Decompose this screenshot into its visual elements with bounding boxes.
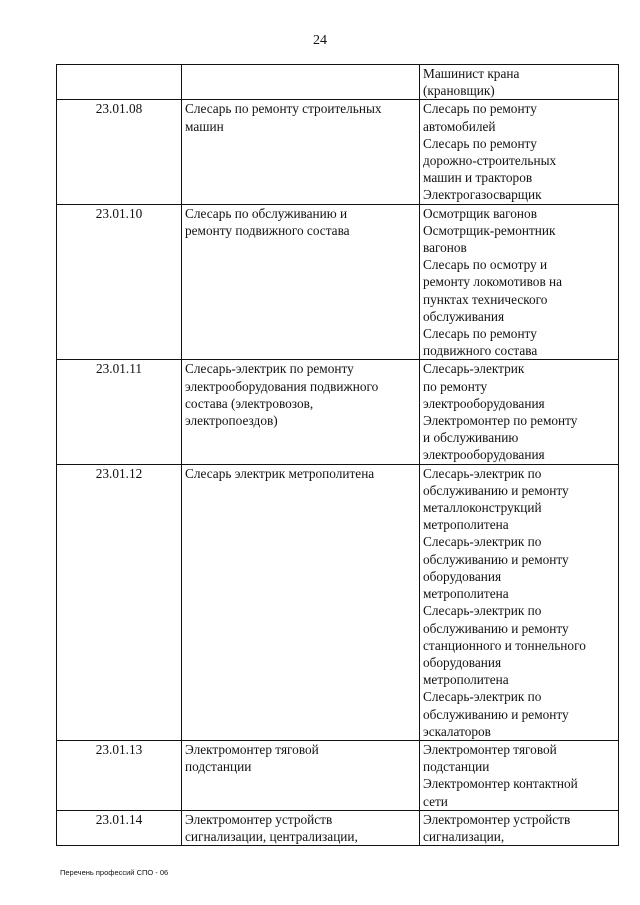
table-row [57, 360, 619, 464]
related-profession-line: подвижного состава [423, 343, 538, 359]
profession-name-line: Слесарь по обслуживанию и [185, 205, 348, 221]
profession-name-line: электропоездов) [185, 413, 278, 429]
related-profession-line: оборудования [423, 654, 502, 670]
footer-caption: Перечень профессий СПО - 06 [60, 868, 169, 877]
related-profession-line: эскалаторов [423, 723, 491, 739]
profession-name-line: Слесарь по ремонту строительных [185, 101, 382, 117]
related-professions-cell [420, 464, 619, 740]
related-profession-line: дорожно-строительных [423, 153, 557, 169]
related-profession-line: (крановщик) [423, 83, 495, 99]
profession-name-cell [182, 810, 420, 845]
profession-name-line: машин [185, 118, 224, 134]
related-profession-line: сети [423, 793, 448, 809]
related-profession-line: обслуживанию и ремонту [423, 706, 569, 722]
table-row [57, 810, 619, 845]
profession-name-line: Слесарь электрик метрополитена [185, 465, 375, 481]
related-profession-line: Слесарь по ремонту [423, 101, 537, 117]
table-row [57, 464, 619, 740]
related-profession-line: обслуживанию и ремонту [423, 551, 569, 567]
related-profession-line: Машинист крана [423, 66, 520, 81]
related-profession-line: Слесарь по осмотру и [423, 257, 548, 273]
profession-name-cell [182, 204, 420, 360]
related-profession-line: оборудования [423, 568, 502, 584]
related-profession-line: и обслуживанию [423, 430, 519, 446]
table-row [57, 100, 619, 204]
related-profession-line: станционного и тоннельного [423, 637, 586, 653]
table-body [57, 65, 619, 846]
related-profession-line: Осмотрщик-ремонтник [423, 222, 556, 238]
related-profession-line: электрооборудования [423, 395, 545, 411]
related-profession-line: Слесарь-электрик по [423, 689, 542, 705]
profession-name-cell [182, 65, 420, 100]
related-profession-line: Электромонтер устройств [423, 811, 571, 827]
related-profession-line: Слесарь-электрик по [423, 465, 542, 481]
related-profession-line: Электрогазосварщик [423, 187, 542, 203]
page-number: 24 [313, 33, 327, 48]
related-profession-line: метрополитена [423, 586, 509, 602]
profession-name-line: Электромонтер тяговой [185, 741, 319, 757]
related-profession-line: металлоконструкций [423, 500, 542, 516]
profession-name-line: подстанции [185, 759, 252, 775]
related-profession-line: метрополитена [423, 672, 509, 688]
related-professions-cell [420, 360, 619, 464]
table-row [57, 740, 619, 810]
profession-name-line: сигнализации, централизации, [185, 828, 358, 844]
profession-name-line: ремонту подвижного состава [185, 222, 350, 238]
related-profession-line: Слесарь-электрик [423, 361, 525, 377]
profession-name-line: состава (электровозов, [185, 395, 314, 411]
related-profession-line: Осмотрщик вагонов [423, 205, 537, 221]
related-profession-line: сигнализации, [423, 828, 505, 844]
related-professions-cell [420, 65, 619, 100]
profession-name-cell [182, 360, 420, 464]
related-profession-line: Слесарь по ремонту [423, 135, 537, 151]
related-profession-line: метрополитена [423, 517, 509, 533]
related-profession-line: обслуживанию и ремонту [423, 620, 569, 636]
related-profession-line: подстанции [423, 759, 490, 775]
related-profession-line: машин и тракторов [423, 170, 533, 186]
code-cell: 23.01.12 [57, 464, 182, 740]
code-cell [57, 65, 182, 100]
table-row [57, 204, 619, 360]
related-professions-cell [420, 740, 619, 810]
related-professions-cell [420, 100, 619, 204]
related-profession-line: электрооборудования [423, 447, 545, 463]
related-profession-line: Слесарь-электрик по [423, 534, 542, 550]
related-profession-line: пунктах технического [423, 291, 548, 307]
related-profession-line: Электромонтер тяговой [423, 741, 557, 757]
professions-table [56, 64, 619, 846]
code-cell: 23.01.11 [57, 360, 182, 464]
related-profession-line: обслуживанию и ремонту [423, 482, 569, 498]
related-profession-line: вагонов [423, 240, 467, 256]
related-profession-line: ремонту локомотивов на [423, 274, 563, 290]
related-profession-line: Электромонтер контактной [423, 776, 578, 792]
profession-name-line: электрооборудования подвижного [185, 378, 379, 394]
code-cell: 23.01.08 [57, 100, 182, 204]
related-profession-line: автомобилей [423, 118, 496, 134]
code-cell: 23.01.10 [57, 204, 182, 360]
related-profession-line: по ремонту [423, 378, 488, 394]
related-professions-cell [420, 810, 619, 845]
related-profession-line: Электромонтер по ремонту [423, 413, 578, 429]
code-cell: 23.01.14 [57, 810, 182, 845]
profession-name-cell [182, 740, 420, 810]
profession-name-cell [182, 464, 420, 740]
related-professions-cell [420, 204, 619, 360]
profession-name-line: Электромонтер устройств [185, 811, 333, 827]
table-row [57, 65, 619, 100]
profession-name-cell [182, 100, 420, 204]
related-profession-line: обслуживания [423, 308, 505, 324]
related-profession-line: Слесарь по ремонту [423, 326, 537, 342]
code-cell: 23.01.13 [57, 740, 182, 810]
profession-name-line: Слесарь-электрик по ремонту [185, 361, 354, 377]
related-profession-line: Слесарь-электрик по [423, 603, 542, 619]
